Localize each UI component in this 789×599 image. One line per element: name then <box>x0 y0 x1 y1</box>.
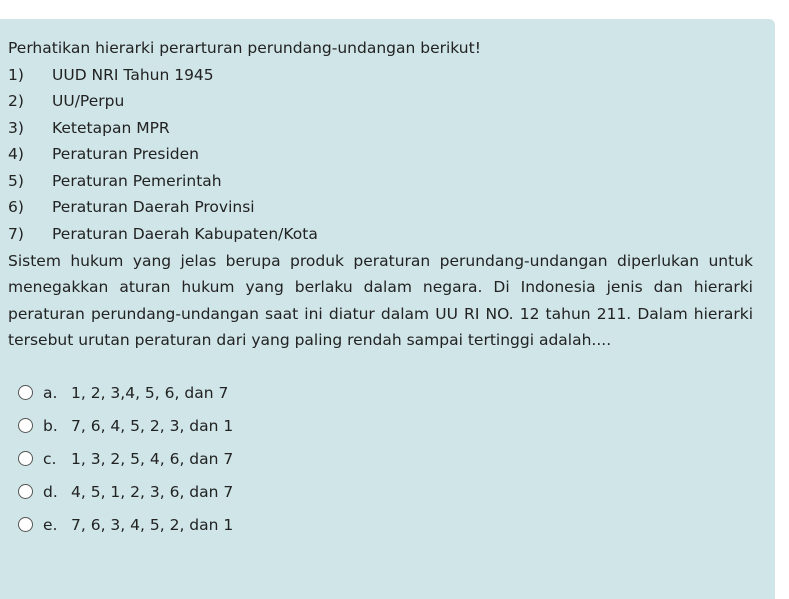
list-item <box>8 194 753 221</box>
radio-button[interactable] <box>18 418 33 433</box>
radio-button[interactable] <box>18 484 33 499</box>
list-item-number: 3) <box>8 118 24 137</box>
question-intro: Perhatikan hierarki perarturan perundang-undangan berikut! <box>8 39 481 57</box>
list-item-text: Peraturan Pemerintah <box>52 171 222 190</box>
option-c[interactable] <box>18 442 753 475</box>
list-item-text: Peraturan Daerah Provinsi <box>52 198 255 217</box>
answer-options <box>8 376 753 541</box>
list-item-number: 7) <box>8 225 24 244</box>
list-item-number: 6) <box>8 198 24 217</box>
question-card <box>0 19 775 599</box>
list-item-number: 5) <box>8 171 24 190</box>
list-item <box>8 115 753 142</box>
option-letter: d. <box>43 482 58 501</box>
hierarchy-list <box>8 62 753 248</box>
list-item-text: Peraturan Daerah Kabupaten/Kota <box>52 225 318 244</box>
list-item <box>8 141 753 168</box>
list-item-number: 1) <box>8 65 24 84</box>
radio-button[interactable] <box>18 385 33 400</box>
option-b[interactable] <box>18 409 753 442</box>
option-d[interactable] <box>18 475 753 508</box>
radio-button[interactable] <box>18 451 33 466</box>
option-text: 4, 5, 1, 2, 3, 6, dan 7 <box>71 482 234 501</box>
option-text: 1, 3, 2, 5, 4, 6, dan 7 <box>71 449 234 468</box>
option-a[interactable] <box>18 376 753 409</box>
list-item-number: 2) <box>8 92 24 111</box>
list-item <box>8 62 753 89</box>
list-item <box>8 88 753 115</box>
list-item-text: Ketetapan MPR <box>52 118 170 137</box>
option-letter: a. <box>43 383 58 402</box>
option-letter: c. <box>43 449 57 468</box>
list-item <box>8 221 753 248</box>
option-text: 1, 2, 3,4, 5, 6, dan 7 <box>71 383 229 402</box>
list-item-text: Peraturan Presiden <box>52 145 199 164</box>
radio-button[interactable] <box>18 517 33 532</box>
option-letter: b. <box>43 416 58 435</box>
option-letter: e. <box>43 515 58 534</box>
option-text: 7, 6, 3, 4, 5, 2, dan 1 <box>71 515 234 534</box>
option-text: 7, 6, 4, 5, 2, 3, dan 1 <box>71 416 234 435</box>
list-item-number: 4) <box>8 145 24 164</box>
list-item <box>8 168 753 195</box>
option-e[interactable] <box>18 508 753 541</box>
list-item-text: UUD NRI Tahun 1945 <box>52 65 214 84</box>
question-paragraph: Sistem hukum yang jelas berupa produk peraturan perundang-undangan diperlukan untuk menegakkan aturan hukum yang berlaku dalam negara. Di Indonesia jenis dan hierarki peraturan perundang-undangan saat ini diatur dalam UU RI NO. 12 tahun 211. Dalam hierarki tersebut urutan peraturan dari yang paling rendah sampai tertinggi adalah.... <box>8 251 753 350</box>
list-item-text: UU/Perpu <box>52 92 125 111</box>
